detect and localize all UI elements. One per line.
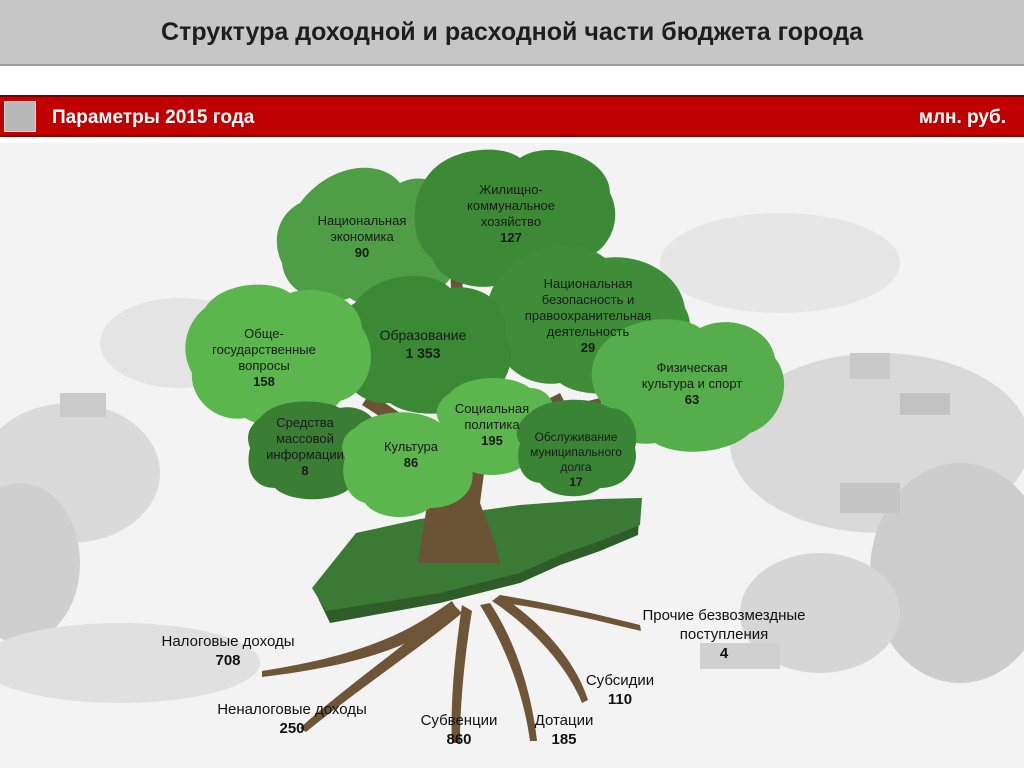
expense-label-line: правоохранительная [524,308,652,323]
expense-label-line: Физическая [656,360,728,375]
expense-label-line: информации [266,447,344,462]
income-label-line: поступления [679,626,769,643]
expense-label-line: Культура [383,439,439,454]
expense-label-line: хозяйство [480,214,542,229]
expense-label-line: Социальная [454,401,530,416]
expense-fizkultura [622,360,762,408]
income-nenalogovye [200,700,384,738]
expense-value: 8 [301,463,309,478]
expense-label-line: Национальная [317,213,407,228]
expense-label-line: муниципального [530,445,622,459]
expense-value: 29 [580,340,596,355]
expense-label-line: долга [560,460,592,474]
income-value: 860 [446,731,472,748]
income-value: 4 [719,645,729,662]
expense-label-line: Обслуживание [534,430,618,444]
expense-label-line: культура и спорт [641,376,743,391]
expense-label-line: вопросы [238,358,290,373]
expense-smi [256,415,354,479]
expense-bezopasnost [510,276,666,356]
expense-label-line: безопасность и [541,292,635,307]
income-value: 110 [607,691,633,708]
title-bar [0,0,1024,66]
expense-label-line: Образование [379,327,467,343]
budget-tree-diagram [0,143,1024,768]
expense-value: 86 [403,455,419,470]
income-value: 250 [279,720,305,737]
income-label-line: Субсидии [585,672,655,689]
expense-zhkh [450,182,572,246]
expense-dolg [522,430,630,490]
income-label-line: Субвенции [420,712,498,729]
section-bar [0,95,1024,137]
expense-value: 127 [500,230,522,245]
income-nalogovye [138,632,318,670]
income-subsidii [570,671,670,709]
expense-label-line: деятельность [546,324,630,339]
expense-value: 1 353 [405,345,441,361]
expense-label-line: массовой [276,431,334,446]
expense-value: 158 [253,374,275,389]
expense-label-line: государственные [212,342,316,357]
income-value: 185 [551,731,577,748]
bar-square-marker [4,101,36,132]
expense-value: 90 [354,245,370,260]
expense-label-line: Средства [276,415,334,430]
unit-label: млн. руб. [918,107,1006,128]
income-value: 708 [215,652,241,669]
expense-value: 195 [481,433,503,448]
expense-obrazovanie [368,326,478,362]
expense-natsekonomika [302,213,422,261]
expense-label-line: экономика [330,229,394,244]
section-label: Параметры 2015 года [52,107,255,128]
expense-value: 17 [569,475,583,489]
income-label-line: Дотации [534,712,594,729]
expense-label-line: Жилищно- [479,182,543,197]
income-label-line: Неналоговые доходы [217,701,367,718]
expense-value: 63 [684,392,700,407]
expense-label-line: Обще- [244,326,284,341]
expense-label-line: Национальная [543,276,633,291]
income-label-line: Налоговые доходы [161,633,295,650]
expense-label-line: политика [464,417,520,432]
expense-obshchegos [200,326,328,390]
income-dotacii [516,711,612,749]
income-prochie [612,606,836,663]
page-title: Структура доходной и расходной части бюджета города [161,18,863,46]
expense-kultura [366,439,456,471]
income-label-line: Прочие безвозмездные [642,607,806,624]
income-subvencii [404,711,514,749]
expense-label-line: коммунальное [467,198,555,213]
